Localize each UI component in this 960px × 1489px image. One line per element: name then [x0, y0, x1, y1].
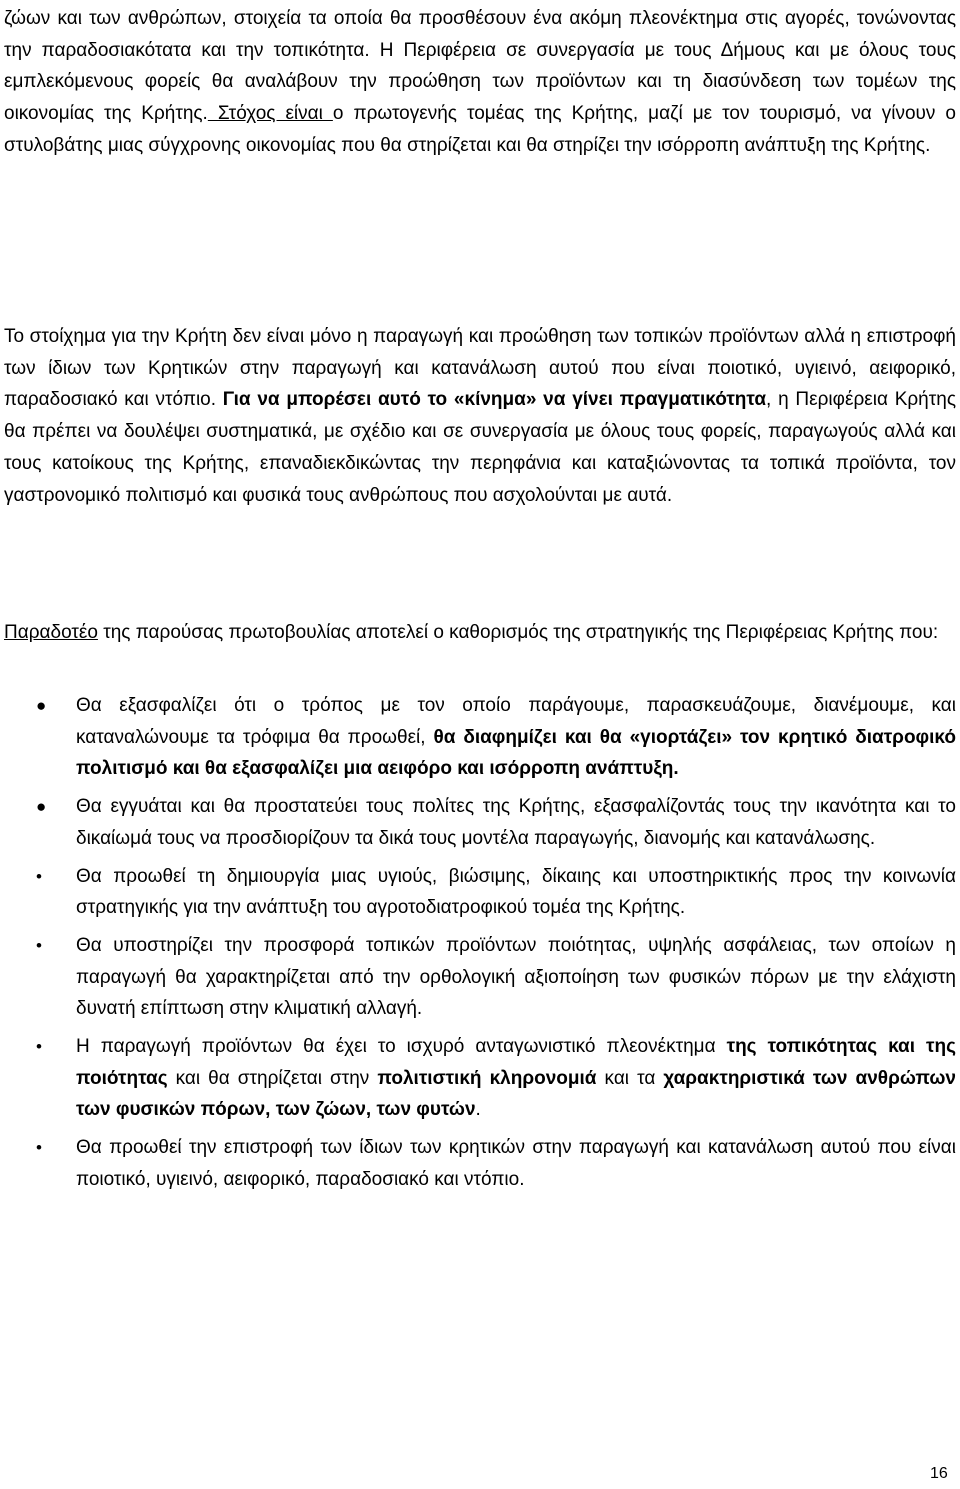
bullet-icon: •: [36, 866, 42, 886]
text-segment: Η Περιφέρεια σε συνεργασία με τους Δήμους και με όλους τους εμπλεκόμενους φορείς θα αναλάβουν την προώθηση των προϊόντων και τη διασύνδεση των τομέων της οικονομίας της Κρήτης.: [4, 39, 956, 125]
paragraph-deliverable-intro: [4, 617, 956, 649]
text-segment: , η Περιφέρεια Κρήτης θα πρέπει να δουλέψει συστηματικά, με σχέδιο και σε συνεργασία με όλους τους φορείς, παραγωγούς αλλά και τους κατοίκους της Κρήτης, επαναδιεκδικώντας την περηφάνια και καταξιώνοντας τα τοπικά προϊόντα, τον γαστρονομικό πολιτισμό και φυσικά τους ανθρώπους που ασχολούνται με αυτά.: [4, 389, 956, 506]
underlined-text-deliverable: Παραδοτέο: [4, 622, 98, 643]
text-segment: και τα: [596, 1067, 664, 1089]
list-item: [0, 861, 956, 924]
bold-text-segment: χαρακτηριστικά των ανθρώπων των φυσικών πόρων, των ζώων, των φυτών: [76, 1067, 956, 1121]
text-segment: Θα προωθεί τη δημιουργία μιας υγιούς, βιώσιμης, δίκαιης και υποστηρικτικής προς την κοινωνία στρατηγικής για την ανάπτυξη του αγροτοδιατροφικού τομέα της Κρήτης.: [76, 865, 956, 919]
bullet-icon: ●: [36, 696, 47, 715]
page-number: 16: [930, 1465, 948, 1482]
text-segment: ζώων και των ανθρώπων, στοιχεία τα οποία θα προσθέσουν ένα ακόμη πλεονέκτημα στις αγορές, τονώνοντας την παραδοσιακότατα και την τοπικότητα.: [4, 8, 956, 61]
bold-text-segment: θα διαφημίζει και θα «γιορτάζει» τον κρητικό διατροφικό πολιτισμό και θα εξασφαλίζει μια αειφόρο και ισόρροπη ανάπτυξη.: [76, 726, 956, 780]
text-segment: Θα εγγυάται και θα προστατεύει τους πολίτες της Κρήτης, εξασφαλίζοντάς τους την ικανότητα και το δικαίωμά τους να προσδιορίζουν τα δικά τους μοντέλα παραγωγής, διανομής και κατανάλωσης.: [76, 796, 956, 849]
text-segment: .: [475, 1099, 481, 1121]
strategy-bullet-list: [0, 690, 960, 1202]
list-item: [0, 690, 956, 785]
bold-text-movement: Για να μπορέσει αυτό το «κίνημα» να γίνει πραγματικότητα: [222, 389, 767, 411]
underlined-text-goal: Στόχος είναι: [207, 103, 333, 125]
text-segment: Θα προωθεί την επιστροφή των ίδιων των κρητικών στην παραγωγή και κατανάλωση αυτού που είναι ποιοτικό, υγιεινό, αειφορικό, παραδοσιακό και ντόπιο.: [76, 1137, 956, 1190]
text-segment: Η παραγωγή προϊόντων θα έχει το ισχυρό ανταγωνιστικό πλεονέκτημα: [76, 1036, 727, 1058]
bullet-icon: •: [36, 1037, 42, 1057]
paragraph-market-advantages: [4, 3, 956, 162]
text-segment: και θα στηρίζεται στην: [167, 1067, 378, 1089]
text-segment: ο πρωτογενής τομέας της Κρήτης, μαζί με τον τουρισμό, να γίνουν ο στυλοβάτης μιας σύγχρονης οικονομίας που θα στηρίζεται και θα στηρίζει την ισόρροπη ανάπτυξη της Κρήτης.: [4, 103, 957, 156]
list-item: [0, 1031, 956, 1126]
text-segment: Θα υποστηρίζει την προσφορά τοπικών προϊόντων ποιότητας, υψηλής ασφάλειας, των οποίων η παραγωγή θα χαρακτηρίζεται από την ορθολογική αξιοποίηση των φυσικών πόρων με την ελάχιστη δυνατή επίπτωση στην κλιματική αλλαγή.: [76, 934, 956, 1020]
bullet-icon: ●: [36, 797, 47, 817]
list-item: [0, 1132, 956, 1195]
paragraph-challenge-crete: [4, 321, 956, 511]
list-item: [0, 930, 956, 1025]
bold-text-segment: πολιτιστική κληρονομιά: [377, 1067, 597, 1089]
bullet-icon: •: [36, 1138, 42, 1158]
text-segment: Το στοίχημα για την Κρήτη δεν είναι μόνο η παραγωγή και προώθηση των τοπικών προϊόντων αλλά η επιστροφή των ίδιων των Κρητικών στην παραγωγή και κατανάλωση αυτού που είναι ποιοτικό, υγιεινό, αειφορικό, παραδοσιακό και ντόπιο.: [4, 326, 956, 411]
text-segment: της παρούσας πρωτοβουλίας αποτελεί ο καθορισμός της στρατηγικής της Περιφέρειας Κρήτης που:: [97, 622, 939, 643]
text-segment: Θα εξασφαλίζει ότι ο τρόπος με τον οποίο παράγουμε, παρασκευάζουμε, διανέμουμε, και καταναλώνουμε τα τρόφιμα θα προωθεί,: [76, 695, 956, 748]
list-item: [0, 791, 956, 854]
bullet-icon: •: [36, 935, 42, 955]
bold-text-segment: της τοπικότητας και της ποιότητας: [76, 1036, 956, 1089]
